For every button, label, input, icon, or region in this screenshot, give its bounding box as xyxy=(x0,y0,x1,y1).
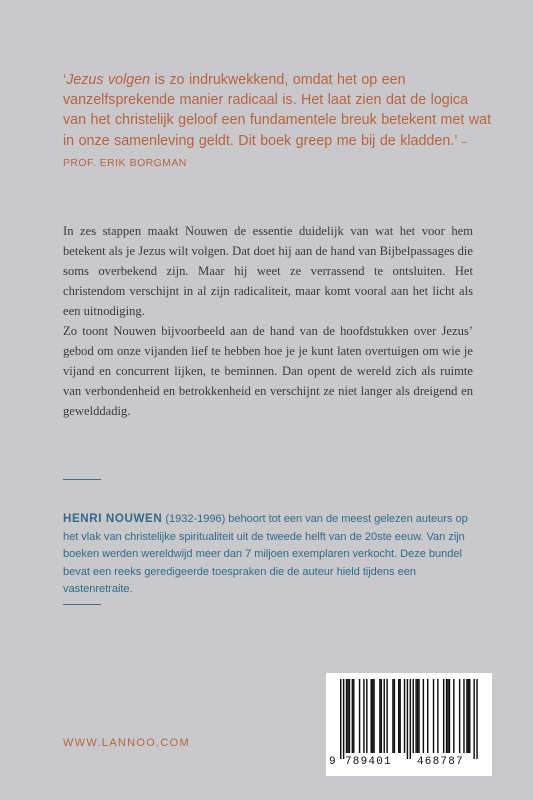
publisher-website[interactable]: WWW.LANNOO.COM xyxy=(63,737,190,749)
blurb-paragraph-1: In zes stappen maakt Nouwen de essentie duidelijk van wat het voor hem betekent als je Jezus wilt volgen. Dat doet hij aan de hand van Bijbelpassages die soms overbekend zijn. Maar hij weet ze verrassend te ontsluiten. Het christendom verschijnt in al zijn radicaliteit, maar komt vooral aan het licht als een uitnodiging. xyxy=(63,224,473,318)
blurb-paragraph-2: Zo toont Nouwen bijvoorbeeld aan de hand van de hoofdstukken over Jezus’ gebod om onze vijanden lief te hebben hoe je je kunt laten overtuigen om wie je vijand en concurrent lijken, te beminnen. Dan opent de wereld zich als ruimte van verbondenheid en betrokkenheid en verschijnt ze niet langer als dreigend en gewelddadig. xyxy=(63,324,473,418)
isbn-barcode xyxy=(326,673,492,776)
quote-book-title: Jezus volgen xyxy=(66,72,151,88)
author-bio xyxy=(63,510,483,599)
quote-open-mark: ‘ xyxy=(63,72,67,88)
quote-attribution: – PROF. ERIK BORGMAN xyxy=(63,135,468,169)
quote-text: is zo indrukwekkend, omdat het op een vanzelfsprekende manier radicaal is. Het laat zien dat de logica van het christelijk geloof een fundamentele breuk betekent met wat in onze samenleving geldt. Dit boek greep me bij de kladden.’ xyxy=(63,72,492,149)
barcode-lead-digit: 9 xyxy=(329,756,336,768)
divider-bottom xyxy=(63,604,101,605)
author-bio-text: (1932-1996) behoort tot een van de meest gelezen auteurs op het vlak van christelijke spiritualiteit uit de tweede helft van de 20ste eeuw. Van zijn boeken werden wereldwijd meer dan 7 miljoen exemplaren verkocht. Deze bundel bevat een reeks geredigeerde toespraken die de auteur hield tijdens een vastenretraite. xyxy=(63,513,468,596)
barcode-group-1: 789401 xyxy=(345,756,392,768)
author-name: HENRI NOUWEN xyxy=(63,512,163,525)
review-quote xyxy=(63,70,493,173)
divider-top xyxy=(63,479,101,480)
barcode-group-2: 468787 xyxy=(417,756,464,768)
barcode-bars xyxy=(326,673,492,763)
